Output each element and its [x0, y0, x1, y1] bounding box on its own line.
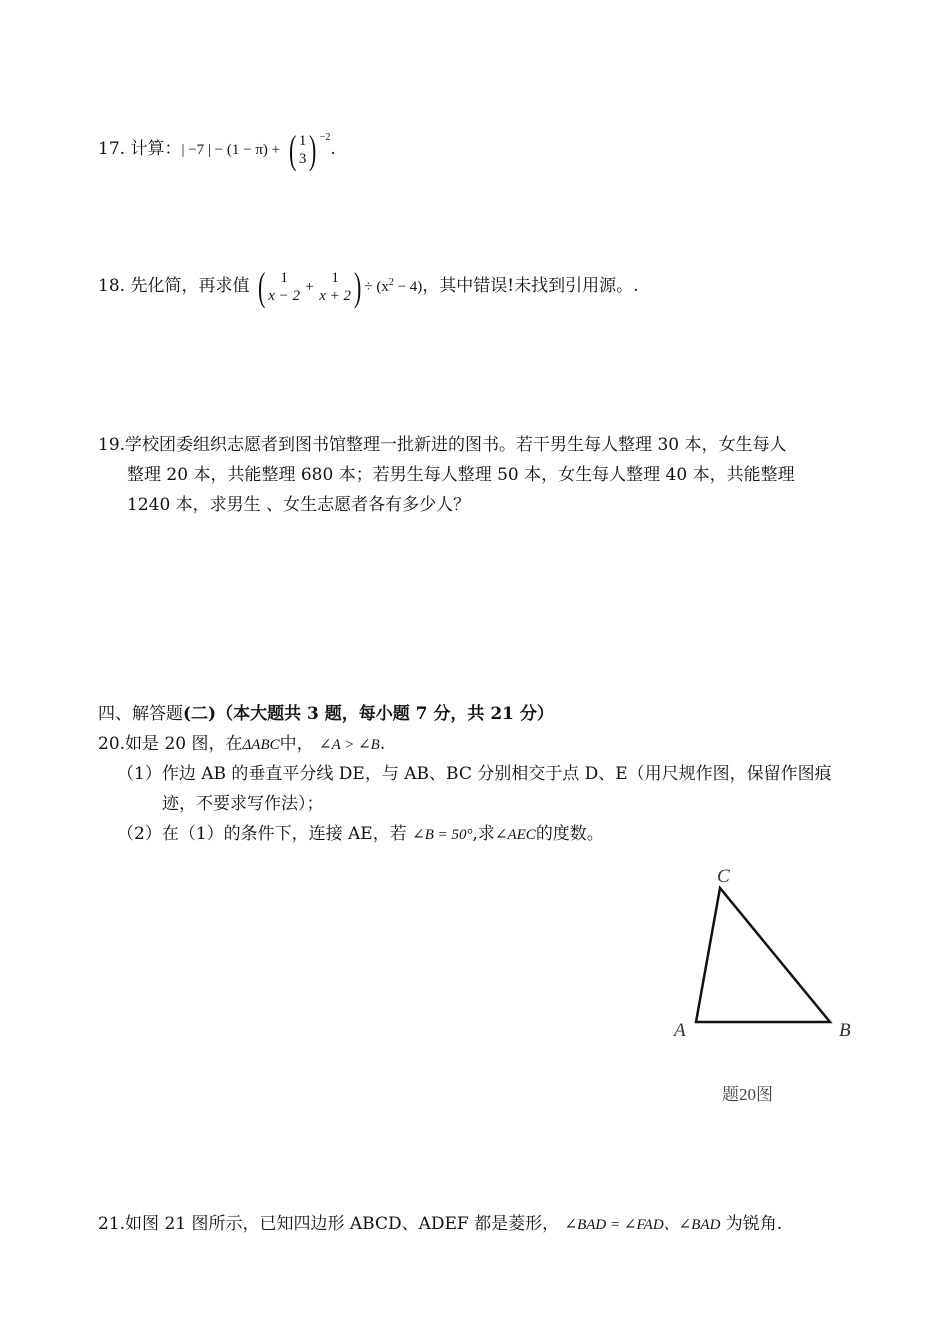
- section-4-heading: [98, 703, 554, 725]
- q18-divide: ÷ (x: [364, 279, 389, 295]
- vertex-label-c: C: [717, 866, 730, 887]
- q18-label: 18. 先化简，再求值: [98, 276, 250, 296]
- q18-after: ，其中错误!未找到引用源。.: [422, 276, 639, 296]
- q19-line-1: 19.学校团委组织志愿者到图书馆整理一批新进的图书。若干男生每人整理 30 本，女生每人: [98, 435, 787, 455]
- q21-angle-expression: ∠BAD = ∠FAD、∠BAD: [564, 1217, 721, 1233]
- q20-condition: ∠A > ∠B: [319, 737, 380, 753]
- section-4-heading-a: 四、解答题: [98, 704, 183, 724]
- q21-text-a: 21.如图 21 图所示，已知四边形 ABCD、ADEF 都是菱形，: [98, 1214, 560, 1234]
- q18-fraction-1-numerator: 1: [280, 269, 288, 286]
- q20-part-2-b: ,求: [472, 824, 495, 844]
- figure-20-caption: 题20图: [722, 1085, 773, 1104]
- q20-part-2-target: ∠AEC: [494, 827, 536, 843]
- q18-fraction-1: [268, 269, 300, 305]
- q19-line-2: 整理 20 本，共能整理 680 本；若男生每人整理 50 本，女生每人整理 40 本，共能整理: [127, 465, 795, 485]
- q20-part-1-line-2: 迹，不要求写作法）；: [162, 794, 324, 814]
- q20-part-2-a: （2）在（1）的条件下，连接 AE，若: [117, 824, 407, 844]
- figure-20-triangle: [660, 860, 870, 1050]
- vertex-label-a: A: [674, 1020, 686, 1041]
- triangle-abc: [696, 888, 830, 1022]
- q17-label: 17. 计算：: [98, 139, 182, 159]
- q17-right-paren: ): [309, 126, 317, 172]
- q17-end: .: [330, 139, 336, 159]
- q18-square: 2: [388, 277, 394, 288]
- q17-fraction: [299, 132, 307, 168]
- q18-fraction-2-numerator: 1: [331, 269, 339, 286]
- question-18: [98, 263, 639, 307]
- q20-part-2: [117, 823, 604, 846]
- vertex-label-b: B: [839, 1020, 851, 1041]
- q18-fraction-2-denominator: x + 2: [319, 287, 352, 304]
- section-4-heading-b: (二)（本大题共 3 题，每小题 7 分，共 21 分）: [183, 704, 554, 724]
- q17-exponent: −2: [319, 132, 331, 143]
- q17-expression: | −7 | − (1 − π) +: [181, 142, 281, 158]
- q18-left-paren: (: [257, 263, 266, 309]
- q18-right-paren: ): [354, 263, 362, 309]
- q20-part-1-line-1: （1）作边 AB 的垂直平分线 DE，与 AB、BC 分别相交于点 D、E（用尺规作图，保留作图痕: [117, 764, 832, 784]
- q18-plus: +: [305, 279, 314, 295]
- q17-fraction-numerator: 1: [298, 132, 307, 149]
- q17-left-paren: (: [288, 126, 296, 172]
- q20-intro: [98, 733, 385, 756]
- question-21: [98, 1213, 782, 1236]
- q20-intro-end: .: [379, 734, 386, 754]
- q18-tail: − 4): [393, 279, 423, 295]
- q19-line-3: 1240 本，求男生 、女生志愿者各有多少人？: [127, 495, 471, 515]
- question-17: [98, 118, 336, 170]
- q20-part-2-c: 的度数。: [535, 824, 604, 844]
- q20-intro-b: 中，: [279, 734, 314, 754]
- q17-fraction-denominator: 3: [298, 150, 307, 167]
- q21-text-b: 为锐角.: [720, 1214, 783, 1234]
- q20-intro-a: 20.如是 20 图，在: [98, 734, 243, 754]
- q20-part-2-angle: ∠B = 50°: [412, 827, 473, 843]
- q20-triangle: ΔABC: [242, 737, 280, 753]
- q18-fraction-2: [319, 269, 351, 305]
- q18-fraction-1-denominator: x − 2: [268, 287, 300, 304]
